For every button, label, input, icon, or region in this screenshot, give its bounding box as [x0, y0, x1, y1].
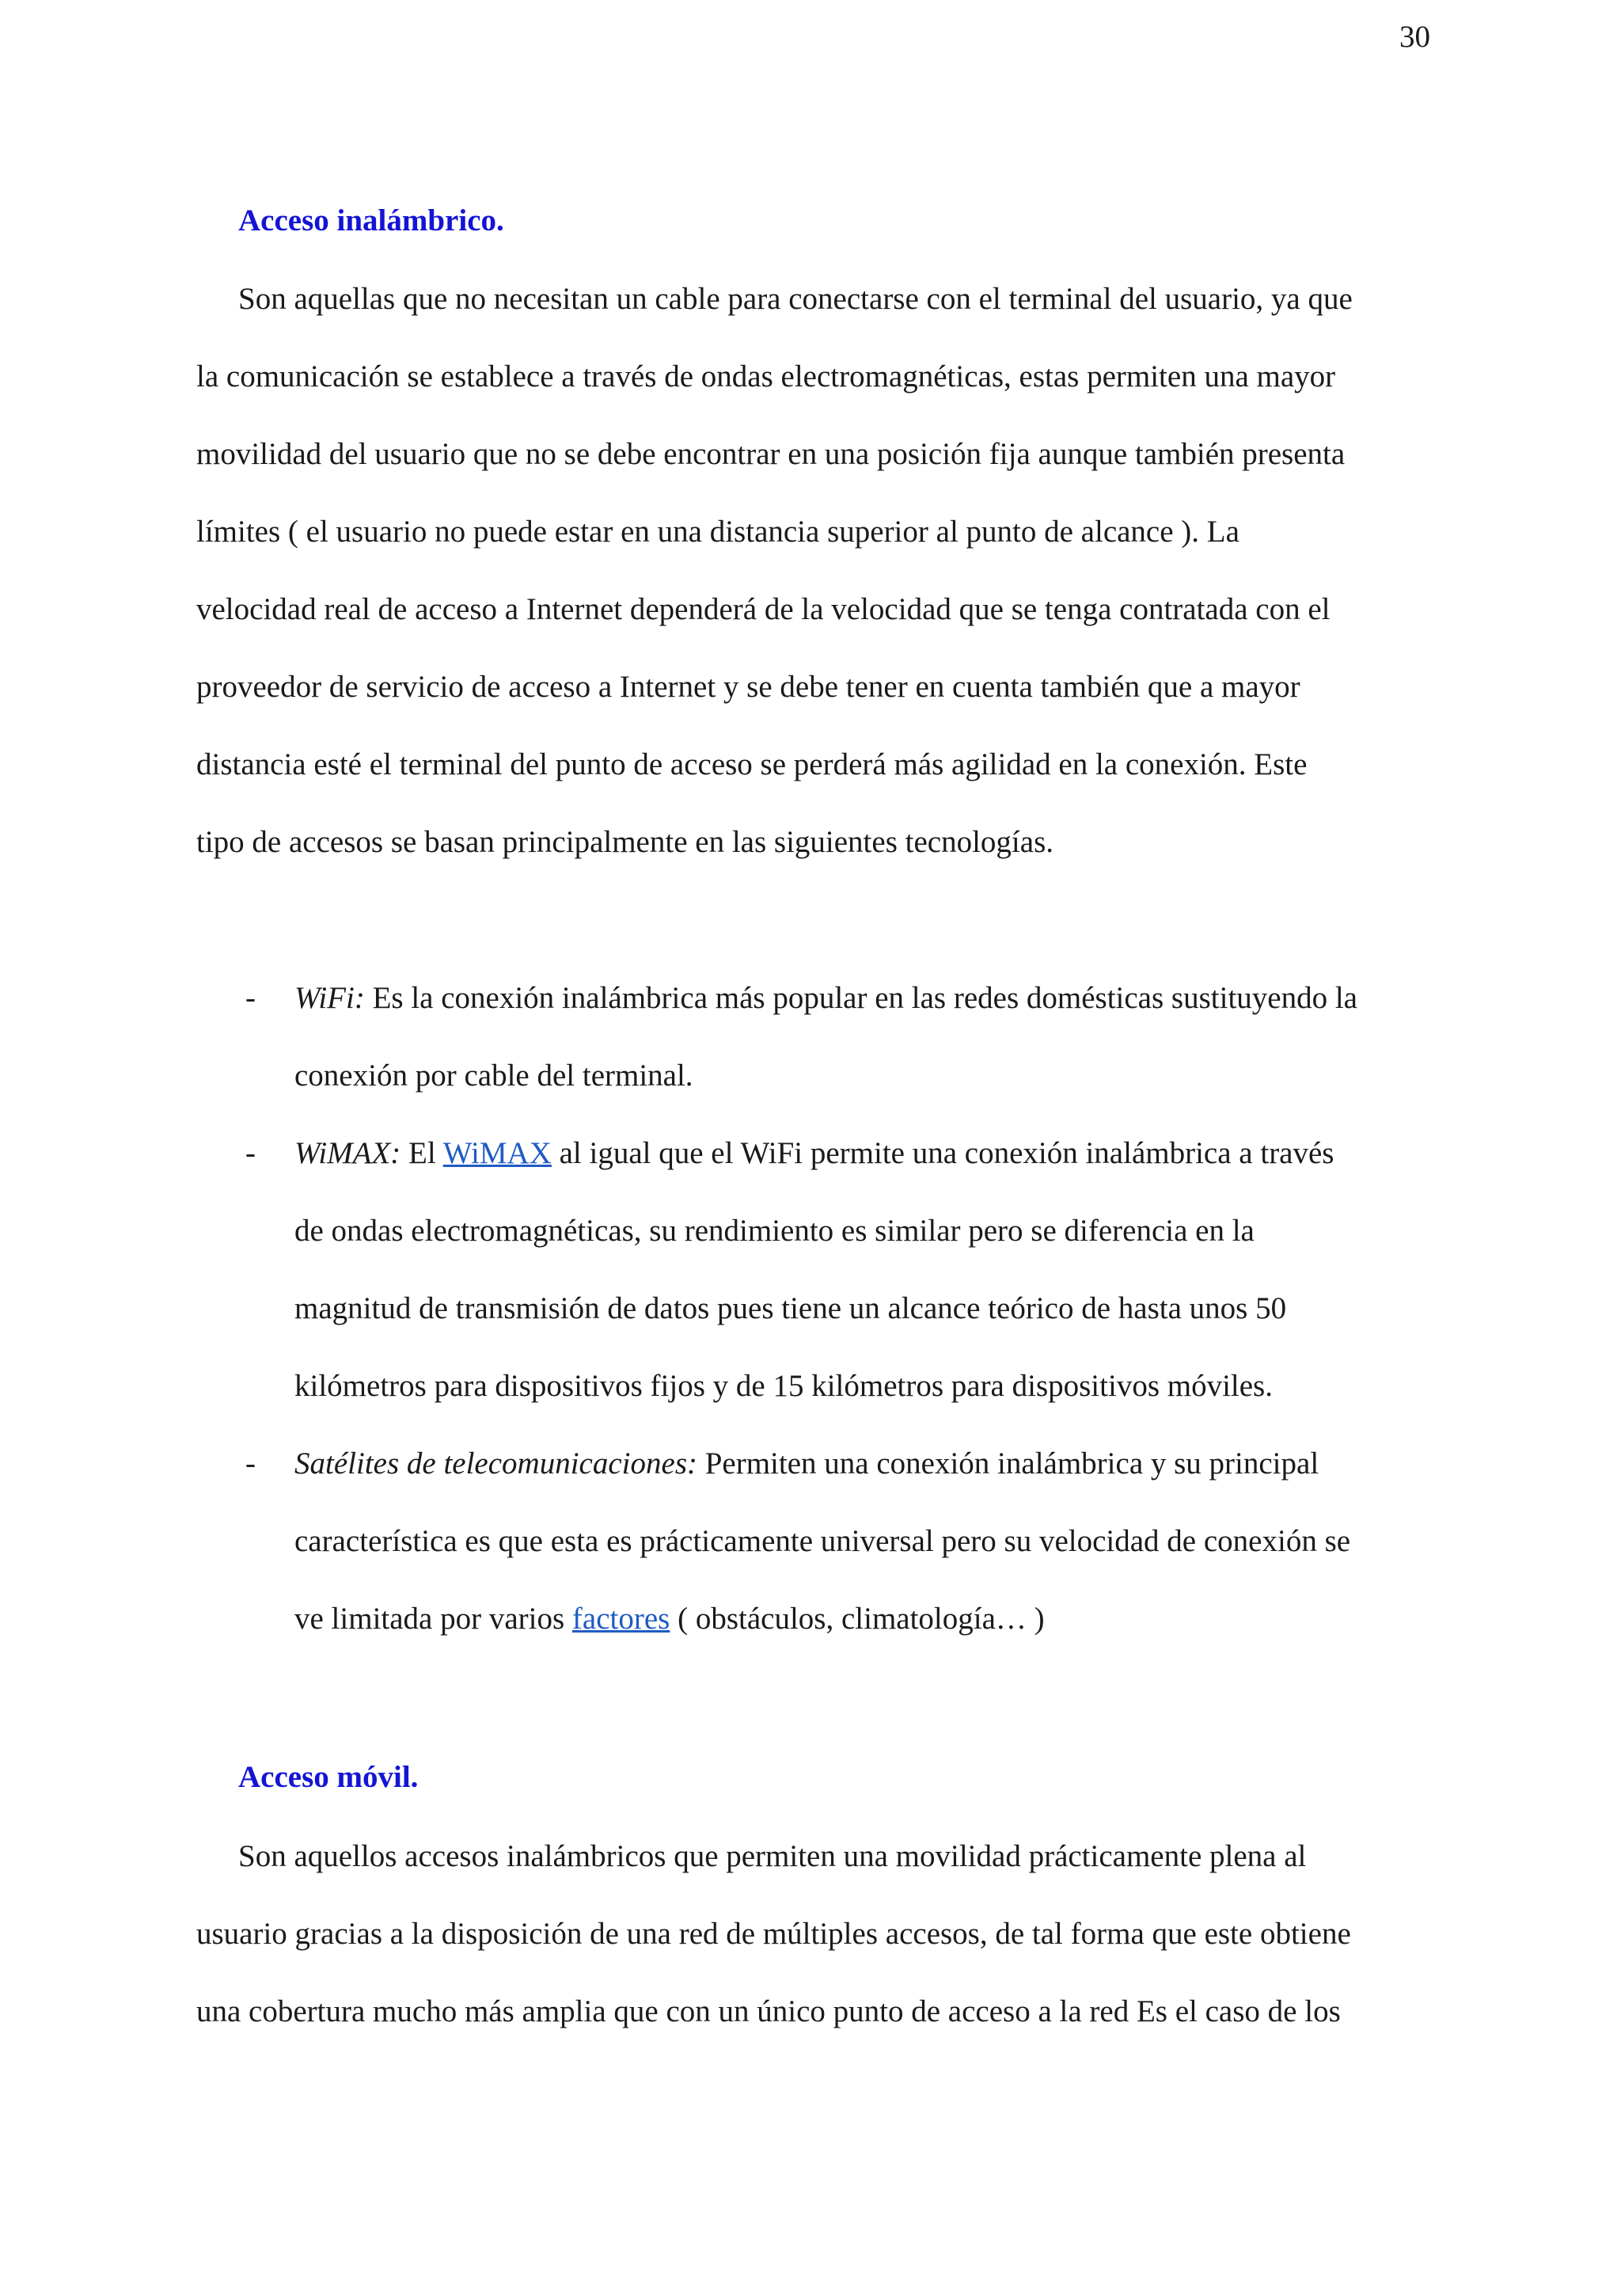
paragraph-line: Son aquellas que no necesitan un cable para conectarse con el terminal del usuario, ya que [238, 282, 1353, 316]
list-line: magnitud de transmisión de datos pues tiene un alcance teórico de hasta unos 50 [294, 1291, 1287, 1325]
list-item-wifi [0, 960, 1621, 1115]
section-heading-wireless: Acceso inalámbrico. [238, 203, 504, 238]
list-line [0, 1115, 1621, 1192]
term-wifi: WiFi: [294, 981, 365, 1015]
list-item-wimax [0, 1115, 1621, 1425]
factores-link[interactable]: factores [571, 1602, 670, 1636]
paragraph-line: distancia esté el terminal del punto de acceso se perderá más agilidad en la conexión. Este [196, 747, 1308, 781]
list-text: Permiten una conexión inalámbrica y su principal [697, 1446, 1319, 1481]
list-line: característica es que esta es prácticamente universal pero su velocidad de conexión se [294, 1524, 1351, 1558]
list-text: ve limitada por varios [294, 1602, 572, 1636]
list-line: kilómetros para dispositivos fijos y de 15 kilómetros para dispositivos móviles. [294, 1369, 1273, 1403]
list-dash: - [245, 1446, 256, 1481]
paragraph-wireless [196, 260, 1431, 881]
paragraph-line: movilidad del usuario que no se debe encontrar en una posición fija aunque también presenta [196, 437, 1346, 471]
list-line [0, 1425, 1621, 1503]
list-line: de ondas electromagnéticas, su rendimiento es similar pero se diferencia en la [294, 1214, 1255, 1248]
page-number: 30 [1399, 20, 1430, 54]
paragraph-line: velocidad real de acceso a Internet dependerá de la velocidad que se tenga contratada con el [196, 592, 1331, 626]
paragraph-line: usuario gracias a la disposición de una red de múltiples accesos, de tal forma que este obtiene [196, 1917, 1351, 1951]
list-text: Es la conexión inalámbrica más popular en las redes domésticas sustituyendo la [364, 981, 1357, 1015]
list-text: al igual que el WiFi permite una conexión inalámbrica a través [551, 1136, 1334, 1170]
technology-list [0, 960, 1621, 1658]
section-heading-mobile: Acceso móvil. [238, 1760, 419, 1794]
wimax-link[interactable]: WiMAX [442, 1136, 552, 1170]
term-wimax: WiMAX: [294, 1136, 401, 1170]
paragraph-line: límites ( el usuario no puede estar en una distancia superior al punto de alcance ). La [196, 515, 1239, 549]
list-item-satellites [0, 1425, 1621, 1658]
list-line: conexión por cable del terminal. [294, 1059, 693, 1093]
paragraph-line: tipo de accesos se basan principalmente en las siguientes tecnologías. [196, 825, 1053, 859]
paragraph-line: Son aquellos accesos inalámbricos que permiten una movilidad prácticamente plena al [238, 1839, 1307, 1873]
list-line [0, 1580, 1621, 1658]
list-dash: - [245, 981, 256, 1015]
paragraph-line: proveedor de servicio de acceso a Internet y se debe tener en cuenta también que a mayor [196, 670, 1300, 704]
list-line [0, 960, 1621, 1037]
list-dash: - [245, 1136, 256, 1170]
paragraph-line: una cobertura mucho más amplia que con un único punto de acceso a la red Es el caso de los [196, 1994, 1341, 2028]
paragraph-line: la comunicación se establece a través de ondas electromagnéticas, estas permiten una mayor [196, 359, 1336, 393]
paragraph-mobile [196, 1818, 1431, 2051]
list-text: El [401, 1136, 443, 1170]
term-satellites: Satélites de telecomunicaciones: [294, 1446, 697, 1481]
list-text: ( obstáculos, climatología… ) [670, 1602, 1045, 1636]
